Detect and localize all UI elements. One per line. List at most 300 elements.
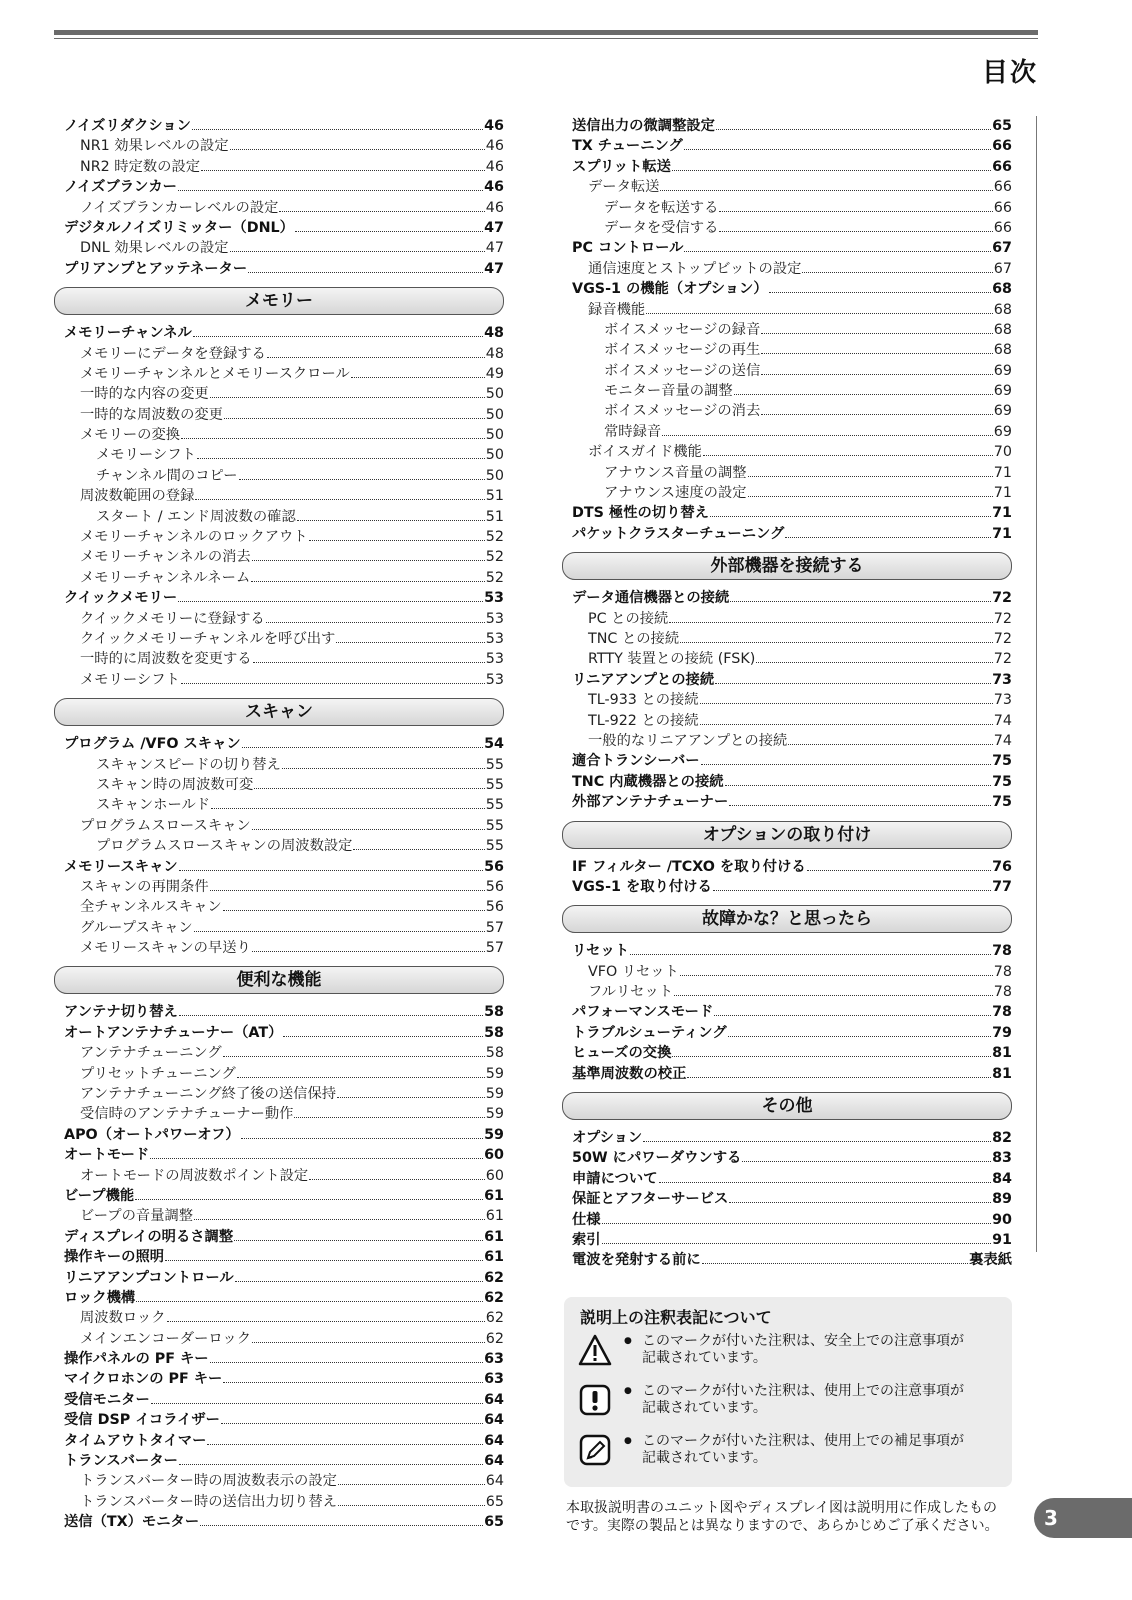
toc-entry[interactable] (572, 670, 1012, 690)
dot-leader (210, 1362, 484, 1363)
toc-entry-page: 68 (992, 281, 1012, 298)
toc-entry-page: 62 (484, 1289, 504, 1306)
toc-entry-label: APO（オートパワーオフ） (64, 1126, 240, 1143)
toc-entry[interactable] (572, 1230, 1012, 1250)
toc-entry[interactable] (572, 1189, 1012, 1209)
toc-entry-page: 67 (992, 240, 1012, 257)
dot-leader (643, 1141, 991, 1142)
toc-entry[interactable] (572, 1128, 1012, 1148)
toc-entry-page: 74 (993, 712, 1012, 729)
toc-entry[interactable] (572, 157, 1012, 177)
toc-entry-label: オプション (572, 1130, 643, 1147)
toc-entry[interactable] (572, 941, 1012, 961)
toc-entry-label: フルリセット (588, 984, 674, 1001)
toc-entry-label: PC コントロール (572, 240, 684, 257)
dot-leader (630, 954, 991, 955)
dot-leader (756, 662, 993, 663)
dot-leader (179, 870, 483, 871)
toc-entry-label: デジタルノイズリミッター（DNL） (64, 219, 294, 236)
toc-entry[interactable] (572, 1023, 1012, 1043)
toc-entry-page: 46 (484, 179, 504, 196)
toc-entry[interactable] (64, 344, 504, 364)
toc-entry-label: メインエンコーダーロック (80, 1330, 251, 1347)
toc-entry-page: 59 (485, 1086, 504, 1103)
toc-entry[interactable] (64, 1104, 504, 1124)
dot-leader (785, 537, 991, 538)
section-header: その他 (562, 1092, 1012, 1120)
toc-entry-page: 66 (993, 199, 1012, 216)
toc-entry-page: 65 (992, 118, 1012, 134)
toc-entry[interactable] (572, 629, 1012, 649)
toc-entry[interactable] (64, 877, 504, 897)
toc-entry-label: 一時的に周波数を変更する (80, 651, 252, 668)
toc-entry-label: TNC 内蔵機器との接続 (572, 773, 724, 790)
toc-entry[interactable] (64, 568, 504, 588)
toc-entry[interactable] (572, 1002, 1012, 1022)
section-header: メモリー (54, 287, 504, 315)
dot-leader (252, 1342, 485, 1343)
toc-entry[interactable] (64, 1064, 504, 1084)
toc-entry-page: 55 (485, 797, 504, 814)
toc-entry-page: 73 (992, 671, 1012, 688)
toc-entry[interactable] (572, 340, 1012, 360)
toc-entry[interactable] (572, 503, 1012, 523)
toc-entry[interactable] (572, 792, 1012, 812)
dot-leader (178, 190, 483, 191)
toc-entry-label: モニター音量の調整 (604, 383, 733, 400)
toc-entry[interactable] (64, 177, 504, 197)
toc-entry[interactable] (64, 1308, 504, 1328)
dot-leader (659, 1182, 992, 1183)
toc-entry-label: ボイスメッセージの消去 (604, 403, 761, 420)
toc-entry-label: NR2 時定数の設定 (80, 158, 201, 175)
toc-entry[interactable] (572, 442, 1012, 462)
toc-entry-page: 73 (993, 692, 1012, 709)
toc-entry[interactable] (572, 1064, 1012, 1084)
dot-leader (680, 975, 993, 976)
toc-entry[interactable] (64, 918, 504, 938)
dot-leader (235, 1281, 483, 1282)
dot-leader (181, 438, 485, 439)
toc-entry[interactable] (64, 836, 504, 856)
toc-entry-label: 仕様 (572, 1211, 601, 1228)
toc-entry-label: プログラムスロースキャン (80, 817, 251, 834)
toc-entry-page: 67 (993, 260, 1012, 277)
page-number-badge: 3 (1034, 1498, 1132, 1538)
toc-entry-page: 59 (485, 1065, 504, 1082)
toc-entry-label: 送信（TX）モニター (64, 1514, 200, 1531)
toc-entry-label: 索引 (572, 1231, 601, 1248)
toc-entry[interactable] (64, 1043, 504, 1063)
toc-entry-page: 60 (484, 1147, 504, 1164)
dot-leader (674, 995, 993, 996)
toc-entry-page: 56 (485, 899, 504, 916)
toc-entry[interactable] (64, 1451, 504, 1471)
toc-entry-page: 52 (485, 569, 504, 586)
toc-entry[interactable] (572, 690, 1012, 710)
toc-entry[interactable] (572, 1210, 1012, 1230)
toc-entry-label: スキャンの再開条件 (80, 878, 209, 895)
dot-leader (207, 1444, 483, 1445)
note-text: ● このマークが付いた注釈は、使用上での注意事項が 記載されています。 (624, 1383, 964, 1417)
toc-entry[interactable] (64, 116, 504, 136)
toc-entry-label: メモリーチャンネルとメモリースクロール (80, 365, 350, 382)
dot-leader (672, 1056, 991, 1057)
dot-leader (700, 703, 993, 704)
toc-entry[interactable] (64, 486, 504, 506)
toc-entry[interactable] (572, 198, 1012, 218)
toc-entry-page: 53 (485, 630, 504, 647)
toc-entry[interactable] (64, 775, 504, 795)
toc-entry-label: マイクロホンの PF キー (64, 1371, 223, 1388)
toc-entry[interactable] (64, 384, 504, 404)
toc-entry[interactable] (64, 1268, 504, 1288)
toc-entry-page: 68 (993, 342, 1012, 359)
toc-entry[interactable] (572, 524, 1012, 544)
section-header: スキャン (54, 698, 504, 726)
toc-entry-label: RTTY 装置との接続 (FSK) (588, 651, 756, 668)
toc-entry-label: トランスバーター時の周波数表示の設定 (80, 1473, 337, 1490)
toc-entry[interactable] (64, 1186, 504, 1206)
toc-entry[interactable] (572, 483, 1012, 503)
toc-entry[interactable] (572, 982, 1012, 1002)
toc-entry-page: 61 (484, 1249, 504, 1266)
toc-entry[interactable] (572, 361, 1012, 381)
dot-leader (687, 1077, 991, 1078)
dot-leader (210, 890, 485, 891)
toc-entry[interactable] (64, 1431, 504, 1451)
toc-entry-label: メモリーシフト (80, 671, 180, 688)
toc-entry-page: 55 (485, 838, 504, 855)
toc-entry-label: 適合トランシーバー (572, 753, 700, 770)
toc-entry-label: グループスキャン (80, 919, 193, 936)
toc-entry[interactable] (64, 218, 504, 238)
toc-entry[interactable] (572, 381, 1012, 401)
toc-entry-label: ノイズブランカーレベルの設定 (80, 199, 279, 216)
toc-entry-label: 50W にパワーダウンする (572, 1150, 742, 1167)
dot-leader (338, 1484, 485, 1485)
toc-entry[interactable] (64, 136, 504, 156)
toc-entry[interactable] (572, 857, 1012, 877)
toc-entry-page: 64 (485, 1473, 504, 1490)
dot-leader (136, 1301, 483, 1302)
toc-entry-label: DTS 極性の切り替え (572, 505, 709, 522)
toc-entry-label: スキャン時の周波数可変 (96, 776, 254, 793)
dot-leader (680, 642, 993, 643)
toc-entry[interactable] (572, 320, 1012, 340)
dot-leader (230, 149, 485, 150)
toc-entry-label: 全チャンネルスキャン (80, 899, 222, 916)
toc-entry-label: ボイスメッセージの録音 (604, 321, 761, 338)
toc-entry[interactable] (64, 1288, 504, 1308)
dot-leader (234, 1240, 483, 1241)
toc-entry-label: 操作キーの照明 (64, 1249, 165, 1266)
toc-entry-label: ボイスメッセージの送信 (604, 362, 761, 379)
toc-entry-page: 64 (484, 1432, 504, 1449)
toc-entry[interactable] (64, 1369, 504, 1389)
toc-entry[interactable] (64, 466, 504, 486)
toc-entry[interactable] (64, 1206, 504, 1226)
toc-entry[interactable] (64, 1329, 504, 1349)
toc-entry-page: 66 (992, 158, 1012, 175)
toc-entry-page: 78 (993, 984, 1012, 1001)
toc-entry[interactable] (572, 401, 1012, 421)
toc-entry-label: トラブルシューティング (572, 1024, 727, 1041)
toc-entry[interactable] (64, 897, 504, 917)
toc-entry[interactable] (572, 177, 1012, 197)
toc-entry[interactable] (64, 609, 504, 629)
toc-entry[interactable] (64, 1471, 504, 1491)
toc-entry-label: アンテナチューニング (80, 1045, 222, 1062)
dot-leader (353, 849, 484, 850)
toc-entry[interactable] (64, 857, 504, 877)
toc-entry-page: 66 (992, 138, 1012, 155)
toc-entry-page: 50 (485, 467, 504, 484)
toc-entry[interactable] (572, 1043, 1012, 1063)
note-text: ● このマークが付いた注釈は、安全上での注意事項が 記載されています。 (624, 1333, 964, 1367)
dot-leader (338, 1505, 485, 1506)
dot-leader (282, 768, 485, 769)
toc-entry[interactable] (572, 751, 1012, 771)
toc-entry[interactable] (64, 795, 504, 815)
toc-entry[interactable] (572, 1250, 1012, 1270)
toc-entry-page: 52 (485, 529, 504, 546)
toc-entry-page: 51 (485, 488, 504, 505)
header-rule-thin (54, 38, 1038, 39)
toc-entry[interactable] (64, 198, 504, 218)
toc-entry[interactable] (64, 1084, 504, 1104)
toc-entry[interactable] (64, 1512, 504, 1532)
toc-entry[interactable] (64, 734, 504, 754)
dot-leader (253, 662, 485, 663)
section-header: 故障かな？と思ったら (562, 905, 1012, 933)
dot-leader (710, 516, 991, 517)
toc-entry-page: 53 (484, 590, 504, 607)
dot-leader (266, 622, 485, 623)
toc-entry[interactable] (64, 527, 504, 547)
toc-entry[interactable] (572, 1169, 1012, 1189)
toc-entry[interactable] (64, 1166, 504, 1186)
toc-entry-page: 55 (485, 756, 504, 773)
section-header: 外部機器を接続する (562, 552, 1012, 580)
toc-entry[interactable] (64, 670, 504, 690)
toc-entry-label: メモリーチャンネル (64, 325, 192, 342)
toc-entry-label: プリアンプとアッテネーター (64, 260, 248, 277)
toc-entry[interactable] (572, 279, 1012, 299)
dot-leader (297, 520, 485, 521)
note-item (564, 1331, 1012, 1381)
toc-entry-page: 55 (485, 817, 504, 834)
toc-entry[interactable] (64, 425, 504, 445)
toc-entry-label: NR1 効果レベルの設定 (80, 138, 229, 155)
toc-entry-label: ロック機構 (64, 1289, 136, 1306)
toc-entry-page: 65 (484, 1514, 504, 1531)
toc-entry[interactable] (64, 1023, 504, 1043)
toc-entry[interactable] (572, 463, 1012, 483)
dot-leader (701, 764, 991, 765)
dot-leader (351, 377, 485, 378)
toc-entry-page: 48 (484, 325, 504, 342)
toc-entry-label: 一時的な周波数の変更 (80, 406, 223, 423)
toc-entry[interactable] (572, 116, 1012, 136)
toc-entry[interactable] (572, 238, 1012, 258)
toc-entry-page: 71 (992, 505, 1012, 522)
toc-entry-page: 78 (993, 963, 1012, 980)
toc-entry-label: データ通信機器との接続 (572, 590, 730, 607)
toc-entry-label: 一般的なリニアアンプとの接続 (588, 732, 788, 749)
toc-entry[interactable] (64, 238, 504, 258)
toc-entry-label: プログラム /VFO スキャン (64, 736, 241, 753)
toc-entry[interactable] (572, 711, 1012, 731)
toc-entry[interactable] (572, 259, 1012, 279)
toc-entry[interactable] (572, 609, 1012, 629)
dot-leader (669, 622, 992, 623)
dot-leader (241, 1138, 483, 1139)
toc-entry-page: 75 (992, 753, 1012, 770)
toc-entry[interactable] (64, 629, 504, 649)
toc-entry[interactable] (64, 364, 504, 384)
toc-entry[interactable] (572, 877, 1012, 897)
toc-entry-label: メモリーシフト (96, 447, 196, 464)
toc-entry-page: 60 (485, 1167, 504, 1184)
toc-entry-page: 66 (993, 179, 1012, 196)
toc-entry-page: 77 (992, 878, 1012, 895)
toc-entry-page: 63 (484, 1351, 504, 1368)
toc-entry-page: 53 (485, 671, 504, 688)
dot-leader (672, 170, 991, 171)
toc-entry[interactable] (64, 1390, 504, 1410)
toc-entry-page: 69 (993, 403, 1012, 420)
dot-leader (802, 272, 992, 273)
toc-entry-label: VGS-1 の機能（オプション） (572, 281, 768, 298)
dot-leader (788, 744, 993, 745)
dot-leader (337, 1097, 485, 1098)
toc-entry-page: 79 (992, 1024, 1012, 1041)
toc-entry-page: 46 (485, 138, 504, 155)
toc-entry-page: 69 (993, 423, 1012, 440)
toc-entry[interactable] (64, 588, 504, 608)
dot-leader (742, 1161, 991, 1162)
toc-entry-page: 47 (484, 260, 504, 277)
toc-entry[interactable] (64, 649, 504, 669)
toc-entry-page: 64 (484, 1453, 504, 1470)
toc-entry[interactable] (64, 816, 504, 836)
toc-entry-label: オートモードの周波数ポイント設定 (80, 1167, 309, 1184)
toc-entry-page: 70 (993, 444, 1012, 461)
toc-entry-label: スキャンホールド (96, 797, 211, 814)
toc-entry-label: 保証とアフターサービス (572, 1191, 729, 1208)
toc-entry[interactable] (64, 445, 504, 465)
toc-entry[interactable] (64, 405, 504, 425)
toc-entry-page: 50 (485, 447, 504, 464)
toc-entry-page: 61 (485, 1208, 504, 1225)
toc-entry[interactable] (64, 259, 504, 279)
notation-notes-box (564, 1297, 1012, 1487)
toc-entry-label: アナウンス速度の設定 (604, 485, 747, 502)
toc-entry[interactable] (572, 1148, 1012, 1168)
toc-entry-page: 58 (485, 1045, 504, 1062)
toc-entry[interactable] (572, 962, 1012, 982)
dot-leader (761, 353, 993, 354)
toc-entry-page: 62 (485, 1310, 504, 1327)
toc-entry-label: パフォーマンスモード (572, 1004, 714, 1021)
dot-leader (602, 1243, 992, 1244)
toc-entry-label: データ転送 (588, 179, 660, 196)
dot-leader (193, 336, 483, 337)
toc-entry[interactable] (572, 588, 1012, 608)
toc-entry-label: チャンネル間のコピー (96, 467, 238, 484)
toc-entry[interactable] (64, 547, 504, 567)
toc-entry-label: 周波数範囲の登録 (80, 488, 195, 505)
toc-entry-label: プログラムスロースキャンの周波数設定 (96, 838, 353, 855)
toc-entry-page: 71 (993, 485, 1012, 502)
toc-entry-label: メモリーにデータを登録する (80, 345, 266, 362)
toc-entry-label: PC との接続 (588, 610, 669, 627)
toc-entry[interactable] (64, 1349, 504, 1369)
dot-leader (719, 211, 992, 212)
toc-entry-label: DNL 効果レベルの設定 (80, 240, 229, 257)
toc-entry-page: 89 (992, 1191, 1012, 1208)
toc-entry-page: 78 (992, 943, 1012, 960)
toc-entry[interactable] (572, 731, 1012, 751)
dot-leader (248, 272, 483, 273)
toc-entry[interactable] (572, 649, 1012, 669)
toc-entry-label: 申請について (572, 1170, 658, 1187)
toc-entry-page: 46 (485, 199, 504, 216)
dot-leader (646, 313, 993, 314)
toc-entry-page: 72 (992, 590, 1012, 607)
toc-entry[interactable] (64, 1410, 504, 1430)
dot-leader (283, 1036, 483, 1037)
toc-entry-label: リニアアンプコントロール (64, 1269, 234, 1286)
dot-leader (223, 910, 485, 911)
toc-entry[interactable] (64, 157, 504, 177)
toc-entry-page: 53 (485, 610, 504, 627)
toc-entry-label: TL-922 との接続 (588, 712, 699, 729)
toc-entry[interactable] (572, 300, 1012, 320)
toc-entry-page: 68 (993, 301, 1012, 318)
toc-entry-label: 受信モニター (64, 1391, 150, 1408)
toc-entry[interactable] (64, 323, 504, 343)
dot-leader (748, 496, 993, 497)
toc-entry[interactable] (64, 1492, 504, 1512)
dot-leader (221, 1423, 483, 1424)
toc-entry[interactable] (572, 136, 1012, 156)
toc-entry-label: クイックメモリー (64, 590, 178, 607)
dot-leader (761, 374, 993, 375)
toc-entry[interactable] (64, 938, 504, 958)
toc-entry[interactable] (64, 755, 504, 775)
dot-leader (714, 1015, 991, 1016)
toc-entry[interactable] (572, 772, 1012, 792)
toc-entry[interactable] (572, 218, 1012, 238)
note-item (564, 1431, 1012, 1481)
toc-entry[interactable] (64, 1002, 504, 1022)
disclaimer-text: 本取扱説明書のユニット図やディスプレイ図は説明用に作成したものです。実際の製品とは異なりますので、あらかじめご了承ください。 (566, 1499, 999, 1534)
toc-entry[interactable] (64, 1247, 504, 1267)
toc-entry[interactable] (64, 1125, 504, 1145)
dot-leader (242, 747, 483, 748)
dot-leader (700, 724, 993, 725)
dot-leader (200, 1525, 483, 1526)
toc-entry[interactable] (572, 422, 1012, 442)
toc-entry-page: 66 (993, 219, 1012, 236)
toc-entry[interactable] (64, 1145, 504, 1165)
toc-entry[interactable] (64, 1227, 504, 1247)
toc-entry-label: TNC との接続 (588, 630, 680, 647)
dot-leader (734, 394, 993, 395)
toc-entry[interactable] (64, 507, 504, 527)
